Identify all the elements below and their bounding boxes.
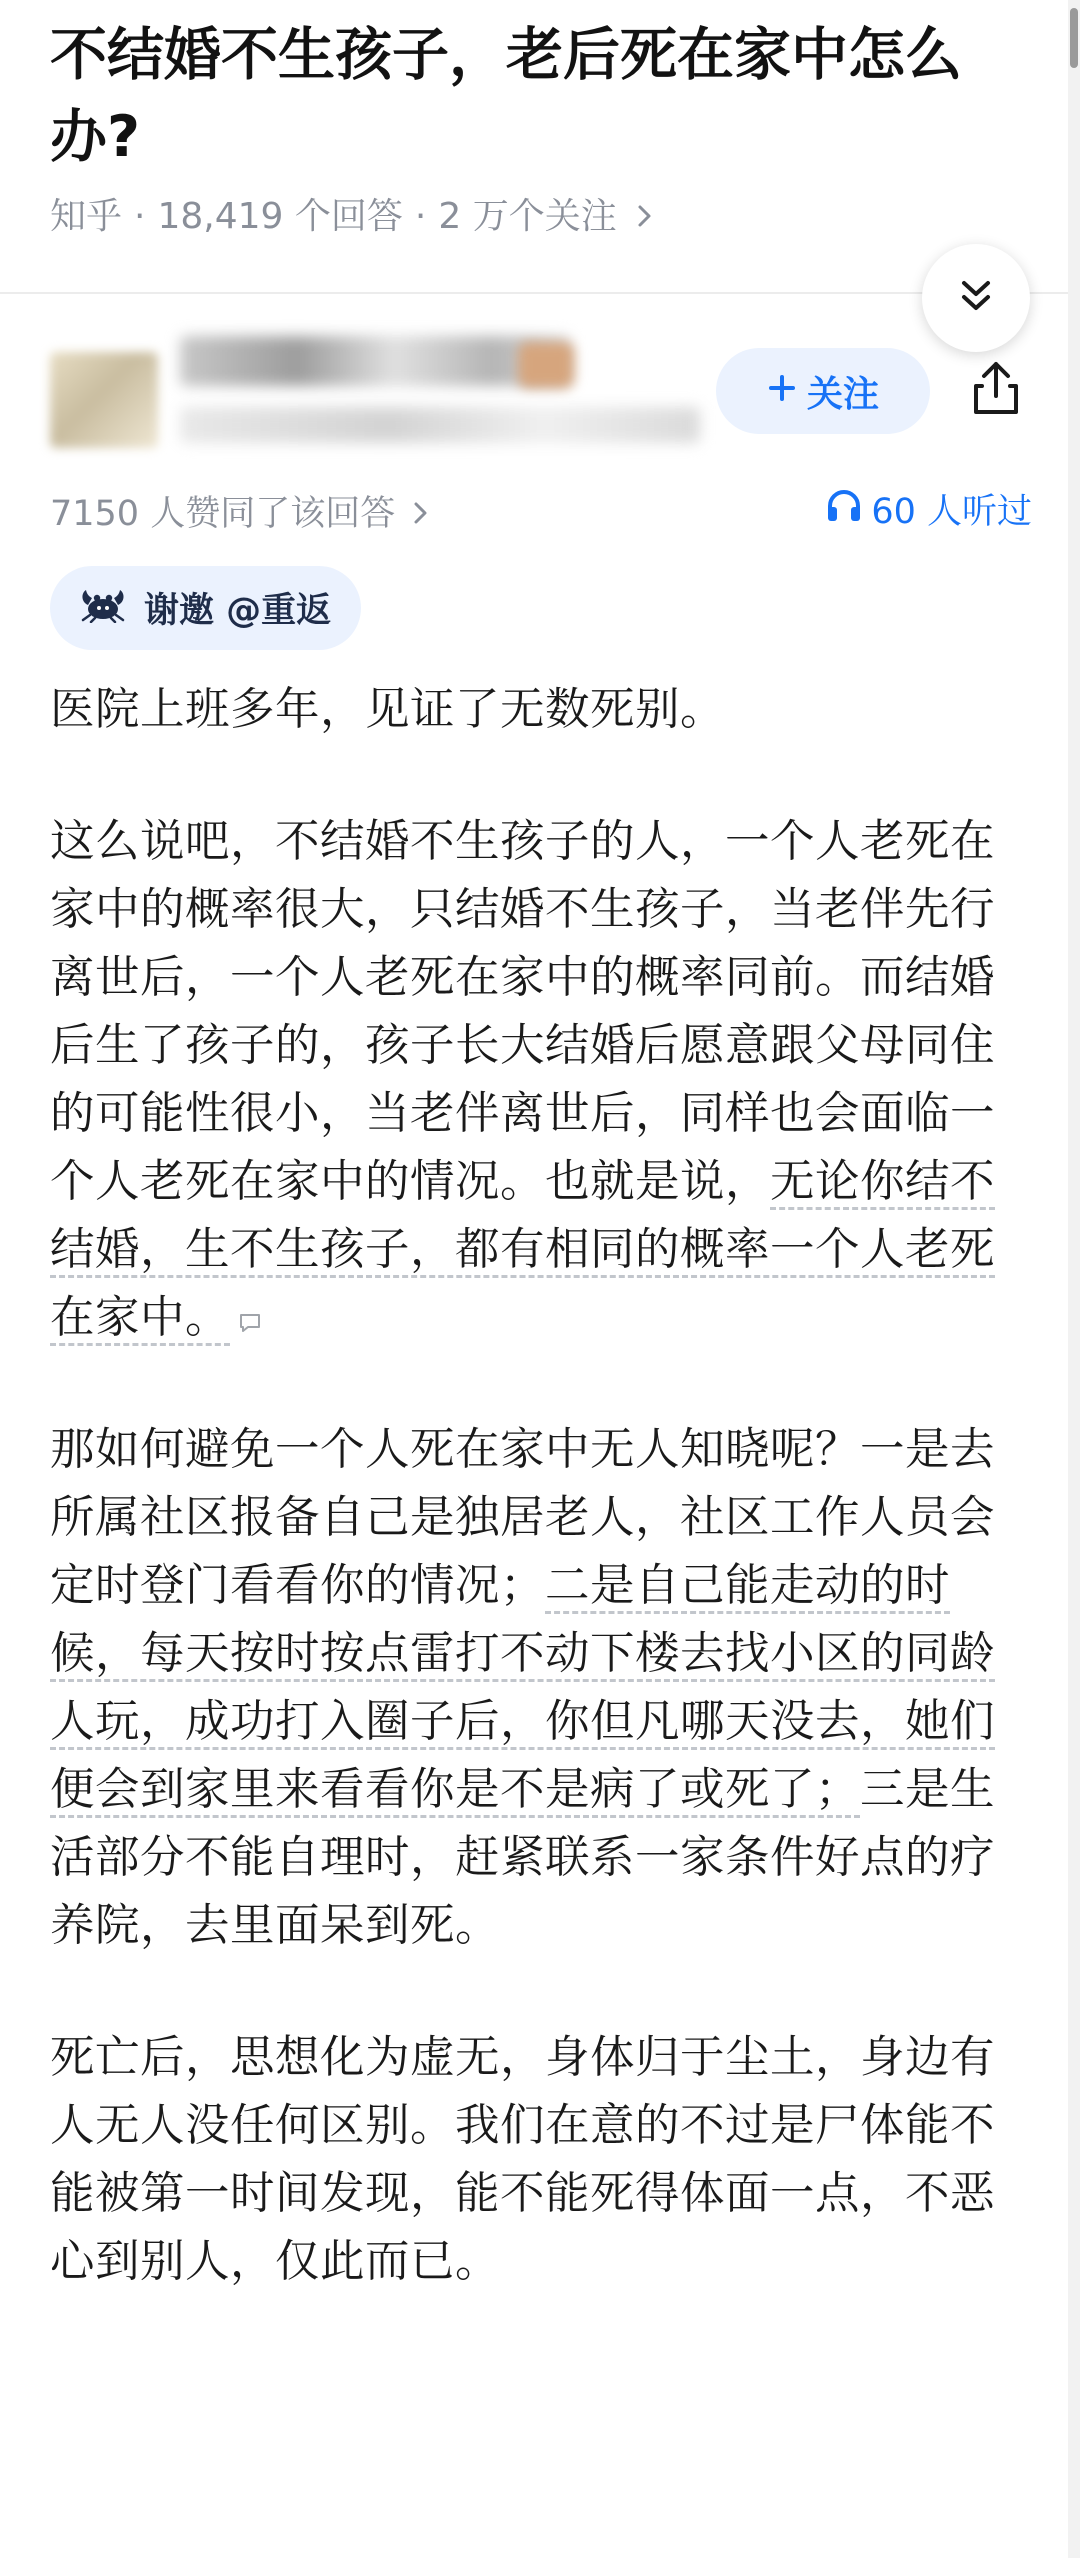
scrollbar[interactable] — [1068, 0, 1080, 2558]
author-bio — [180, 407, 700, 443]
scrollbar-thumb[interactable] — [1070, 8, 1078, 68]
answer-count: 18,419 个回答 — [157, 196, 403, 237]
paragraph-text: 那如何避免一个人死在家中无人知晓呢？一是去所属社区报备自己是独居老人，社区工作人员会定时登门看看你的情况； — [50, 1424, 996, 1611]
question-header — [0, 0, 1068, 294]
answer-body — [50, 676, 1030, 2360]
source-label: 知乎 — [50, 196, 123, 237]
question-meta[interactable] — [50, 188, 656, 239]
follow-button[interactable] — [716, 348, 930, 434]
answer-paragraph: 死亡后，思想化为虚无，身体归于尘土，身边有人无人没任何区别。我们在意的不过是尸体能不能被第一时间发现，能不能死得体面一点，不恶心到别人，仅此而已。 — [50, 2032, 996, 2287]
answer-stats — [0, 478, 1068, 538]
plus-icon — [767, 371, 797, 412]
vote-count-text: 7150 人赞同了该回答 — [50, 494, 396, 534]
headphones-icon — [825, 487, 863, 532]
answer-paragraph: 医院上班多年，见证了无数死别。 — [50, 684, 726, 735]
answer-paragraph — [50, 808, 1030, 1352]
share-icon — [968, 358, 1024, 422]
comment-icon[interactable] — [238, 1286, 262, 1308]
question-title[interactable]: 不结婚不生孩子，老后死在家中怎么办? — [50, 22, 962, 170]
listen-count: 60 人听过 — [871, 492, 1032, 532]
follow-label: 关注 — [806, 373, 879, 415]
author-badge — [518, 342, 574, 388]
author-name[interactable] — [180, 336, 570, 386]
paragraph-text: 这么说吧，不结婚不生孩子的人，一个人老死在家中的概率很大，只结婚不生孩子，当老伴先行离世后，一个人老死在家中的概率同前。而结婚后生了孩子的，孩子长大结婚后愿意跟父母同住的可能性很小，当老伴离世后，同样也会面临一个人老死在家中的情况。也就是说， — [50, 816, 996, 1207]
author-row — [0, 292, 1068, 452]
crab-icon — [78, 585, 128, 632]
follower-count: 2 万个关注 — [438, 196, 617, 237]
chevron-right-icon — [628, 196, 656, 237]
invite-tag[interactable] — [50, 566, 361, 650]
invite-text: 谢邀 @重返 — [144, 591, 332, 631]
separator-dot: · — [134, 196, 146, 237]
vote-count[interactable] — [50, 486, 432, 536]
highlighted-segment[interactable]: 无论你结不结婚，生不生孩子，都有相同的概率一个人老死在家中。 — [50, 1156, 995, 1346]
share-button[interactable] — [962, 356, 1030, 424]
avatar[interactable] — [50, 352, 158, 448]
chevron-right-icon — [406, 494, 432, 534]
listen-button[interactable] — [825, 484, 1032, 534]
answer-paragraph — [50, 1416, 1030, 1960]
separator-dot: · — [414, 196, 427, 237]
highlighted-segment[interactable]: 二是自己能走动的时候，每天按时按点雷打不动下楼去找小区的同龄人玩，成功打入圈子后，你但凡哪天没去，她们便会到家里来看看你是不是病了或死了； — [50, 1560, 995, 1818]
paragraph-text: 三是生活部分不能自理时，赶紧联系一家条件好点的疗养院，去里面呆到死。 — [50, 1764, 996, 1951]
